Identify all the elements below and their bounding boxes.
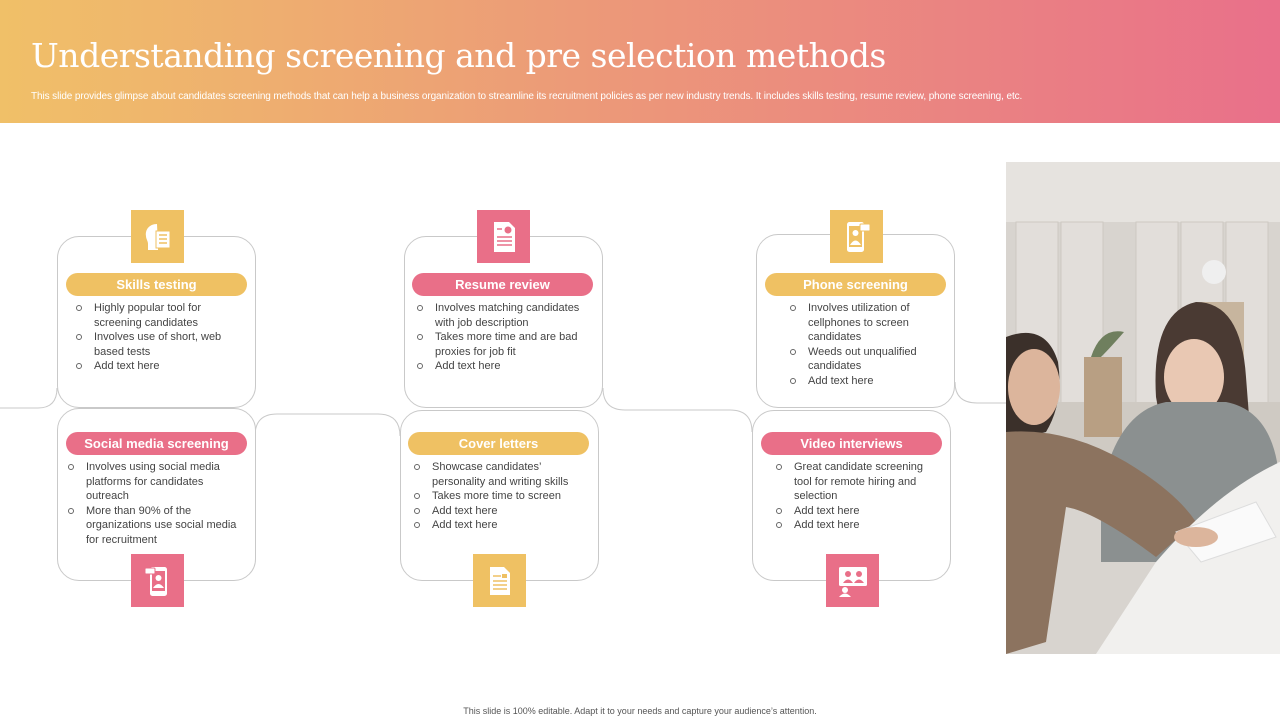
list-item: Add text here	[788, 374, 933, 389]
list-item: Takes more time to screen	[412, 489, 590, 504]
list-item: Weeds out unqualified candidates	[788, 345, 933, 374]
resume-review-bullets	[415, 301, 590, 374]
video-interviews-label: Video interviews	[761, 432, 942, 455]
resume-review-label: Resume review	[412, 273, 593, 296]
skills-testing-icon-box	[131, 210, 184, 263]
phone-video-call-icon	[842, 220, 872, 254]
skills-testing-label: Skills testing	[66, 273, 247, 296]
resume-review-icon-box	[477, 210, 530, 263]
page-title: Understanding screening and pre selection methods	[31, 36, 886, 75]
head-checklist-icon	[141, 220, 175, 254]
list-item: Involves matching candidates with job description	[415, 301, 590, 330]
list-item: Involves use of short, web based tests	[74, 330, 234, 359]
resume-document-icon	[489, 220, 519, 254]
list-item: Great candidate screening tool for remote hiring and selection	[774, 460, 939, 504]
list-item: Involves using social media platforms for candidates outreach	[66, 460, 244, 504]
list-item: Highly popular tool for screening candidates	[74, 301, 234, 330]
phone-screening-label: Phone screening	[765, 273, 946, 296]
list-item: Involves utilization of cellphones to screen candidates	[788, 301, 933, 345]
list-item: Showcase candidates’ personality and writing skills	[412, 460, 590, 489]
cover-letter-icon	[485, 564, 515, 598]
list-item: Add text here	[774, 504, 939, 519]
social-media-screening-label: Social media screening	[66, 432, 247, 455]
list-item: More than 90% of the organizations use social media for recruitment	[66, 504, 244, 548]
list-item: Add text here	[74, 359, 234, 374]
footer-note: This slide is 100% editable. Adapt it to your needs and capture your audience’s attention.	[463, 706, 817, 716]
list-item: Add text here	[774, 518, 939, 533]
phone-screening-bullets	[788, 301, 933, 388]
cover-letters-bullets	[412, 460, 590, 533]
mobile-profile-icon	[143, 564, 173, 598]
social-media-screening-bullets	[66, 460, 244, 547]
video-interview-icon	[836, 564, 870, 598]
phone-screening-icon-box	[830, 210, 883, 263]
list-item: Add text here	[412, 518, 590, 533]
list-item: Takes more time and are bad proxies for job fit	[415, 330, 590, 359]
social-media-screening-icon-box	[131, 554, 184, 607]
cover-letters-label: Cover letters	[408, 432, 589, 455]
skills-testing-bullets	[74, 301, 234, 374]
video-interviews-icon-box	[826, 554, 879, 607]
cover-letters-icon-box	[473, 554, 526, 607]
video-interviews-bullets	[774, 460, 939, 533]
list-item: Add text here	[415, 359, 590, 374]
page-subtitle: This slide provides glimpse about candidates screening methods that can help a business organization to streamline its recruitment policies as per new industry trends. It includes skills testing, resume review, phone screening, etc.	[31, 91, 1023, 102]
interview-photo	[1006, 162, 1280, 654]
list-item: Add text here	[412, 504, 590, 519]
